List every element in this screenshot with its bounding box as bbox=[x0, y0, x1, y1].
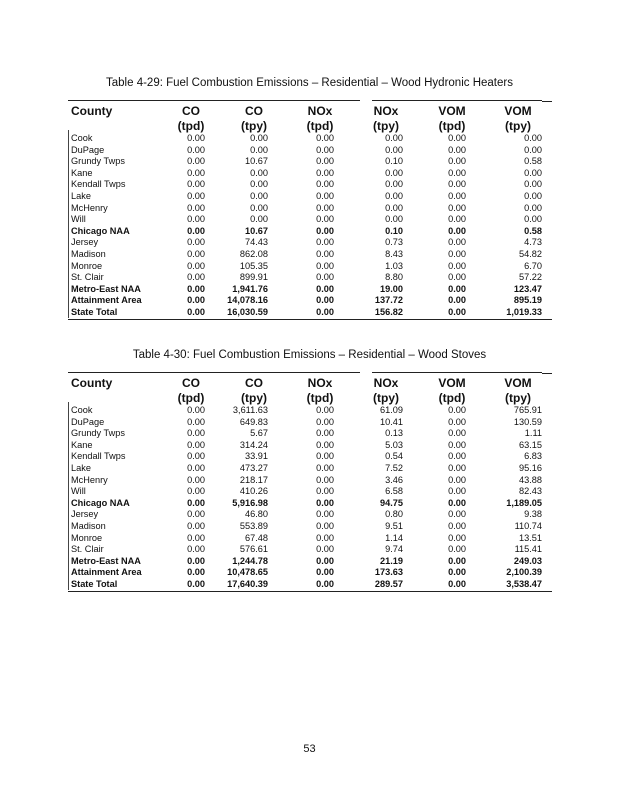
value-cell: 67.48 bbox=[245, 532, 268, 543]
value-cell: 0.00 bbox=[448, 567, 466, 578]
column-header: CO bbox=[182, 104, 200, 118]
county-cell: Monroe bbox=[71, 532, 103, 543]
column-header: (tpy) bbox=[241, 391, 267, 405]
value-cell: 0.00 bbox=[250, 202, 268, 213]
county-cell: Grundy Twps bbox=[71, 156, 125, 167]
county-cell: Attainment Area bbox=[71, 567, 142, 578]
value-cell: 899.91 bbox=[239, 272, 268, 283]
value-cell: 1,941.76 bbox=[232, 283, 268, 294]
value-cell: 0.00 bbox=[385, 202, 403, 213]
data-table bbox=[68, 372, 552, 594]
value-cell: 2,100.39 bbox=[506, 567, 542, 578]
county-cell: Chicago NAA bbox=[71, 497, 130, 508]
county-cell: State Total bbox=[71, 579, 118, 589]
value-cell: 0.00 bbox=[448, 260, 466, 271]
value-cell: 0.00 bbox=[448, 214, 466, 225]
value-cell: 0.00 bbox=[448, 249, 466, 259]
table-bottom-rule bbox=[68, 319, 552, 320]
value-cell: 0.00 bbox=[316, 486, 334, 497]
value-cell: 0.00 bbox=[448, 191, 466, 201]
value-cell: 43.88 bbox=[519, 474, 542, 485]
value-cell: 9.51 bbox=[385, 521, 403, 531]
value-cell: 105.35 bbox=[239, 260, 268, 271]
table-row bbox=[68, 249, 552, 261]
value-cell: 0.00 bbox=[385, 167, 403, 178]
value-cell: 9.74 bbox=[385, 544, 403, 555]
value-cell: 289.57 bbox=[374, 579, 403, 589]
table-row bbox=[68, 428, 552, 440]
value-cell: 21.19 bbox=[380, 555, 403, 566]
value-cell: 1,244.78 bbox=[232, 555, 268, 566]
value-cell: 0.00 bbox=[385, 133, 403, 143]
value-cell: 61.09 bbox=[380, 405, 403, 415]
value-cell: 3,538.47 bbox=[506, 579, 542, 589]
value-cell: 0.00 bbox=[448, 225, 466, 236]
value-cell: 13.51 bbox=[519, 532, 542, 543]
column-header: (tpd) bbox=[177, 119, 205, 133]
county-cell: Kendall Twps bbox=[71, 451, 126, 462]
table-caption: Table 4-29: Fuel Combustion Emissions – Residential – Wood Hydronic Heaters bbox=[106, 77, 513, 89]
value-cell: 0.54 bbox=[385, 451, 403, 462]
value-cell: 115.41 bbox=[514, 544, 542, 555]
value-cell: 1.14 bbox=[385, 532, 403, 543]
value-cell: 0.00 bbox=[316, 167, 334, 178]
value-cell: 0.00 bbox=[448, 167, 466, 178]
value-cell: 0.00 bbox=[250, 179, 268, 190]
value-cell: 0.00 bbox=[524, 133, 542, 143]
value-cell: 0.00 bbox=[187, 416, 205, 427]
table-row bbox=[68, 463, 552, 475]
value-cell: 0.10 bbox=[385, 225, 403, 236]
value-cell: 0.00 bbox=[316, 428, 334, 439]
column-header-county: County bbox=[71, 104, 113, 118]
value-cell: 0.00 bbox=[316, 179, 334, 190]
value-cell: 0.00 bbox=[448, 133, 466, 143]
value-cell: 74.43 bbox=[245, 237, 268, 248]
value-cell: 1,189.05 bbox=[506, 497, 542, 508]
table-row bbox=[68, 168, 552, 180]
value-cell: 10.67 bbox=[245, 156, 268, 167]
value-cell: 7.52 bbox=[385, 463, 403, 473]
value-cell: 123.47 bbox=[513, 283, 542, 294]
value-cell: 0.00 bbox=[187, 544, 205, 555]
value-cell: 0.00 bbox=[524, 144, 542, 155]
column-header: VOM bbox=[504, 104, 532, 118]
value-cell: 10.67 bbox=[245, 225, 268, 236]
value-cell: 110.74 bbox=[514, 521, 542, 531]
value-cell: 0.00 bbox=[187, 451, 205, 462]
table-row bbox=[68, 498, 552, 510]
table-row bbox=[68, 156, 552, 168]
value-cell: 33.91 bbox=[245, 451, 268, 462]
county-cell: St. Clair bbox=[71, 544, 104, 555]
column-header: (tpd) bbox=[177, 391, 205, 405]
value-cell: 0.13 bbox=[385, 428, 403, 439]
county-cell: Attainment Area bbox=[71, 295, 142, 306]
value-cell: 0.00 bbox=[448, 237, 466, 248]
county-cell: Madison bbox=[71, 249, 106, 259]
value-cell: 0.00 bbox=[448, 474, 466, 485]
value-cell: 218.17 bbox=[239, 474, 268, 485]
header-rule bbox=[68, 372, 360, 373]
value-cell: 0.00 bbox=[316, 439, 334, 450]
value-cell: 0.00 bbox=[524, 214, 542, 225]
county-cell: DuPage bbox=[71, 416, 105, 427]
value-cell: 0.00 bbox=[316, 567, 334, 578]
value-cell: 0.00 bbox=[316, 579, 334, 589]
value-cell: 5.67 bbox=[250, 428, 268, 439]
value-cell: 0.00 bbox=[448, 555, 466, 566]
table-row bbox=[68, 226, 552, 238]
table-row bbox=[68, 191, 552, 203]
value-cell: 0.00 bbox=[448, 272, 466, 283]
county-cell: Will bbox=[71, 214, 86, 225]
table-row bbox=[68, 237, 552, 249]
value-cell: 0.00 bbox=[524, 167, 542, 178]
value-cell: 0.00 bbox=[187, 307, 205, 317]
value-cell: 16,030.59 bbox=[227, 307, 268, 317]
value-cell: 0.00 bbox=[448, 463, 466, 473]
county-cell: McHenry bbox=[71, 202, 108, 213]
value-cell: 0.00 bbox=[385, 191, 403, 201]
value-cell: 0.00 bbox=[448, 307, 466, 317]
county-cell: Grundy Twps bbox=[71, 428, 125, 439]
value-cell: 0.00 bbox=[187, 463, 205, 473]
table-row bbox=[68, 145, 552, 157]
value-cell: 0.00 bbox=[316, 272, 334, 283]
column-header: CO bbox=[245, 376, 263, 390]
value-cell: 0.00 bbox=[316, 497, 334, 508]
column-header: (tpy) bbox=[373, 391, 399, 405]
value-cell: 3,611.63 bbox=[232, 405, 268, 415]
table-row bbox=[68, 509, 552, 521]
value-cell: 130.59 bbox=[513, 416, 542, 427]
column-header: (tpd) bbox=[306, 391, 334, 405]
value-cell: 576.61 bbox=[239, 544, 268, 555]
value-cell: 765.91 bbox=[513, 405, 542, 415]
column-header: CO bbox=[182, 376, 200, 390]
value-cell: 0.00 bbox=[448, 439, 466, 450]
table-row bbox=[68, 544, 552, 556]
value-cell: 0.00 bbox=[448, 451, 466, 462]
value-cell: 0.00 bbox=[187, 405, 205, 415]
value-cell: 0.00 bbox=[187, 214, 205, 225]
value-cell: 0.00 bbox=[187, 133, 205, 143]
table-row bbox=[68, 272, 552, 284]
value-cell: 0.00 bbox=[448, 416, 466, 427]
table-row bbox=[68, 440, 552, 452]
value-cell: 156.82 bbox=[374, 307, 403, 317]
table-row bbox=[68, 567, 552, 579]
value-cell: 0.00 bbox=[250, 167, 268, 178]
value-cell: 0.00 bbox=[316, 451, 334, 462]
column-header: (tpy) bbox=[505, 119, 531, 133]
value-cell: 0.00 bbox=[316, 544, 334, 555]
value-cell: 0.00 bbox=[316, 307, 334, 317]
value-cell: 95.16 bbox=[519, 463, 542, 473]
table-row bbox=[68, 475, 552, 487]
county-cell: St. Clair bbox=[71, 272, 104, 283]
value-cell: 0.00 bbox=[316, 225, 334, 236]
value-cell: 0.00 bbox=[187, 272, 205, 283]
header-rule bbox=[68, 100, 360, 101]
value-cell: 0.00 bbox=[187, 428, 205, 439]
value-cell: 0.00 bbox=[316, 283, 334, 294]
column-header: NOx bbox=[307, 104, 333, 118]
value-cell: 10.41 bbox=[380, 416, 403, 427]
county-cell: Chicago NAA bbox=[71, 225, 130, 236]
county-cell: Cook bbox=[71, 133, 93, 143]
value-cell: 553.89 bbox=[239, 521, 268, 531]
value-cell: 0.00 bbox=[250, 133, 268, 143]
header-rule bbox=[372, 372, 542, 373]
value-cell: 0.58 bbox=[524, 156, 542, 167]
value-cell: 862.08 bbox=[239, 249, 268, 259]
column-header: (tpy) bbox=[505, 391, 531, 405]
value-cell: 0.00 bbox=[187, 283, 205, 294]
table-row bbox=[68, 579, 552, 591]
value-cell: 0.00 bbox=[316, 260, 334, 271]
county-cell: Metro-East NAA bbox=[71, 555, 141, 566]
header-rule bbox=[542, 373, 552, 374]
county-cell: Metro-East NAA bbox=[71, 283, 141, 294]
value-cell: 0.00 bbox=[187, 191, 205, 201]
value-cell: 0.00 bbox=[448, 283, 466, 294]
value-cell: 94.75 bbox=[380, 497, 403, 508]
value-cell: 6.83 bbox=[524, 451, 542, 462]
value-cell: 0.00 bbox=[448, 202, 466, 213]
value-cell: 0.00 bbox=[448, 295, 466, 306]
value-cell: 5,916.98 bbox=[232, 497, 268, 508]
value-cell: 0.00 bbox=[385, 214, 403, 225]
value-cell: 0.00 bbox=[316, 521, 334, 531]
value-cell: 0.00 bbox=[316, 532, 334, 543]
value-cell: 0.00 bbox=[448, 579, 466, 589]
data-table bbox=[68, 100, 552, 322]
table-row bbox=[68, 533, 552, 545]
value-cell: 0.00 bbox=[448, 405, 466, 415]
value-cell: 0.00 bbox=[385, 144, 403, 155]
column-header-county: County bbox=[71, 376, 113, 390]
value-cell: 8.80 bbox=[385, 272, 403, 283]
value-cell: 0.10 bbox=[385, 156, 403, 167]
table-row bbox=[68, 284, 552, 296]
value-cell: 46.80 bbox=[245, 509, 268, 520]
value-cell: 0.00 bbox=[187, 521, 205, 531]
column-header: (tpy) bbox=[373, 119, 399, 133]
value-cell: 9.38 bbox=[524, 509, 542, 520]
value-cell: 82.43 bbox=[519, 486, 542, 497]
value-cell: 0.00 bbox=[448, 521, 466, 531]
page-number: 53 bbox=[303, 743, 316, 755]
column-header: NOx bbox=[373, 104, 399, 118]
table-row bbox=[68, 521, 552, 533]
table-row bbox=[68, 451, 552, 463]
column-header: (tpd) bbox=[438, 391, 466, 405]
value-cell: 0.00 bbox=[316, 214, 334, 225]
value-cell: 54.82 bbox=[519, 249, 542, 259]
value-cell: 6.58 bbox=[385, 486, 403, 497]
value-cell: 0.00 bbox=[187, 497, 205, 508]
county-cell: Madison bbox=[71, 521, 106, 531]
value-cell: 0.00 bbox=[316, 144, 334, 155]
county-cell: Kane bbox=[71, 167, 93, 178]
table-bottom-rule bbox=[68, 591, 552, 592]
county-cell: Monroe bbox=[71, 260, 103, 271]
column-header: CO bbox=[245, 104, 263, 118]
value-cell: 0.00 bbox=[448, 156, 466, 167]
value-cell: 0.00 bbox=[316, 463, 334, 473]
value-cell: 0.00 bbox=[187, 167, 205, 178]
table-row bbox=[68, 486, 552, 498]
county-cell: Jersey bbox=[71, 237, 99, 248]
value-cell: 14,078.16 bbox=[227, 295, 268, 306]
column-header: (tpy) bbox=[241, 119, 267, 133]
value-cell: 0.00 bbox=[187, 295, 205, 306]
value-cell: 0.00 bbox=[448, 144, 466, 155]
table-row bbox=[68, 133, 552, 145]
value-cell: 0.00 bbox=[187, 474, 205, 485]
value-cell: 137.72 bbox=[374, 295, 403, 306]
value-cell: 5.03 bbox=[385, 439, 403, 450]
column-header: VOM bbox=[504, 376, 532, 390]
value-cell: 0.00 bbox=[448, 532, 466, 543]
value-cell: 249.03 bbox=[513, 555, 542, 566]
value-cell: 8.43 bbox=[385, 249, 403, 259]
table-row bbox=[68, 307, 552, 319]
value-cell: 3.46 bbox=[385, 474, 403, 485]
county-cell: McHenry bbox=[71, 474, 108, 485]
value-cell: 0.00 bbox=[448, 179, 466, 190]
value-cell: 0.00 bbox=[250, 191, 268, 201]
column-header: (tpd) bbox=[438, 119, 466, 133]
value-cell: 0.00 bbox=[316, 295, 334, 306]
value-cell: 0.00 bbox=[250, 214, 268, 225]
value-cell: 0.00 bbox=[187, 555, 205, 566]
value-cell: 0.00 bbox=[187, 486, 205, 497]
value-cell: 410.26 bbox=[239, 486, 268, 497]
county-cell: Jersey bbox=[71, 509, 99, 520]
column-header: VOM bbox=[438, 104, 466, 118]
value-cell: 649.83 bbox=[239, 416, 268, 427]
value-cell: 0.00 bbox=[448, 544, 466, 555]
table-row bbox=[68, 295, 552, 307]
value-cell: 0.00 bbox=[316, 509, 334, 520]
value-cell: 10,478.65 bbox=[227, 567, 268, 578]
header-rule bbox=[372, 100, 542, 101]
value-cell: 1,019.33 bbox=[506, 307, 542, 317]
county-cell: DuPage bbox=[71, 144, 105, 155]
value-cell: 0.00 bbox=[316, 191, 334, 201]
value-cell: 1.03 bbox=[385, 260, 403, 271]
value-cell: 6.70 bbox=[524, 260, 542, 271]
county-cell: Will bbox=[71, 486, 86, 497]
value-cell: 895.19 bbox=[513, 295, 542, 306]
value-cell: 0.00 bbox=[250, 144, 268, 155]
value-cell: 0.80 bbox=[385, 509, 403, 520]
value-cell: 0.00 bbox=[187, 260, 205, 271]
county-cell: Kendall Twps bbox=[71, 179, 126, 190]
value-cell: 0.00 bbox=[187, 509, 205, 520]
table-row bbox=[68, 417, 552, 429]
value-cell: 0.00 bbox=[316, 237, 334, 248]
value-cell: 1.11 bbox=[524, 428, 542, 439]
value-cell: 0.00 bbox=[448, 486, 466, 497]
value-cell: 0.00 bbox=[187, 237, 205, 248]
column-header: (tpd) bbox=[306, 119, 334, 133]
value-cell: 0.00 bbox=[187, 202, 205, 213]
value-cell: 0.00 bbox=[187, 144, 205, 155]
value-cell: 0.00 bbox=[316, 555, 334, 566]
value-cell: 0.73 bbox=[385, 237, 403, 248]
value-cell: 0.00 bbox=[187, 439, 205, 450]
value-cell: 0.00 bbox=[316, 133, 334, 143]
value-cell: 0.00 bbox=[316, 202, 334, 213]
column-header: VOM bbox=[438, 376, 466, 390]
table-row bbox=[68, 261, 552, 273]
value-cell: 0.00 bbox=[448, 509, 466, 520]
value-cell: 63.15 bbox=[519, 439, 542, 450]
value-cell: 0.00 bbox=[316, 249, 334, 259]
value-cell: 0.00 bbox=[187, 579, 205, 589]
value-cell: 0.00 bbox=[524, 202, 542, 213]
value-cell: 0.00 bbox=[187, 249, 205, 259]
table-caption: Table 4-30: Fuel Combustion Emissions – Residential – Wood Stoves bbox=[132, 349, 487, 361]
table-row bbox=[68, 203, 552, 215]
header-rule bbox=[542, 101, 552, 102]
value-cell: 0.00 bbox=[385, 179, 403, 190]
value-cell: 4.73 bbox=[524, 237, 542, 248]
value-cell: 0.00 bbox=[187, 532, 205, 543]
value-cell: 17,640.39 bbox=[227, 579, 268, 589]
column-header: NOx bbox=[373, 376, 399, 390]
value-cell: 0.58 bbox=[524, 225, 542, 236]
column-header: NOx bbox=[307, 376, 333, 390]
county-cell: Lake bbox=[71, 463, 91, 473]
value-cell: 0.00 bbox=[187, 567, 205, 578]
county-cell: Kane bbox=[71, 439, 93, 450]
value-cell: 19.00 bbox=[380, 283, 403, 294]
county-cell: Cook bbox=[71, 405, 93, 415]
value-cell: 0.00 bbox=[448, 497, 466, 508]
value-cell: 0.00 bbox=[316, 416, 334, 427]
value-cell: 314.24 bbox=[239, 439, 268, 450]
value-cell: 57.22 bbox=[519, 272, 542, 283]
value-cell: 473.27 bbox=[239, 463, 268, 473]
value-cell: 0.00 bbox=[316, 405, 334, 415]
value-cell: 0.00 bbox=[187, 225, 205, 236]
county-cell: State Total bbox=[71, 307, 118, 317]
county-cell: Lake bbox=[71, 191, 91, 201]
value-cell: 0.00 bbox=[524, 191, 542, 201]
value-cell: 0.00 bbox=[316, 156, 334, 167]
value-cell: 0.00 bbox=[448, 428, 466, 439]
table-row bbox=[68, 556, 552, 568]
table-row bbox=[68, 405, 552, 417]
value-cell: 0.00 bbox=[187, 179, 205, 190]
value-cell: 0.00 bbox=[524, 179, 542, 190]
value-cell: 0.00 bbox=[187, 156, 205, 167]
value-cell: 173.63 bbox=[374, 567, 403, 578]
value-cell: 0.00 bbox=[316, 474, 334, 485]
table-row bbox=[68, 179, 552, 191]
table-row bbox=[68, 214, 552, 226]
